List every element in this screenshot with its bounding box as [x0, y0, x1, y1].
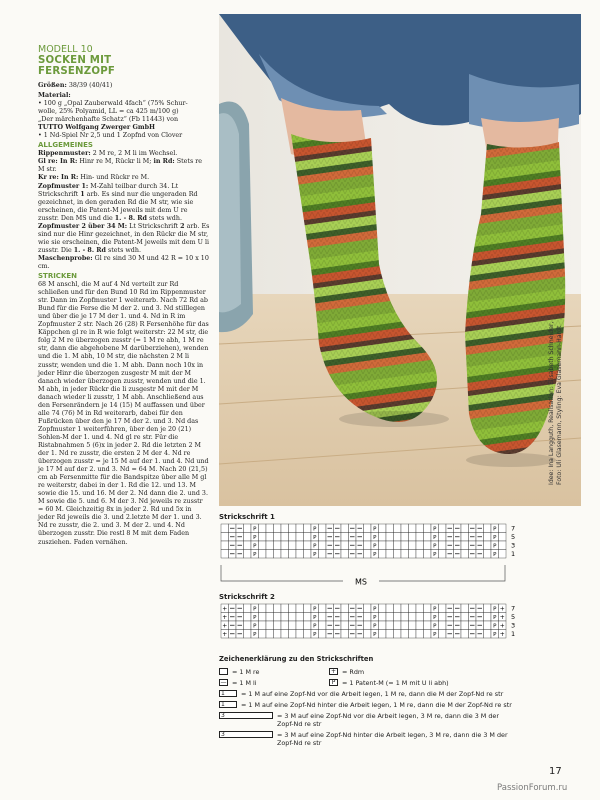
patent-stitch-mark: P — [313, 543, 317, 550]
patent-stitch-mark: P — [313, 552, 317, 558]
chart-cell — [401, 613, 409, 622]
chart-cell — [281, 533, 289, 542]
material-line: TUTTO Wolfgang Zwerger GmbH — [38, 124, 156, 132]
chart-cell — [424, 613, 432, 622]
legend-heading: Zeichenerklärung zu den Strickschriften — [219, 655, 374, 663]
patent-stitch-mark: P — [313, 632, 317, 638]
chart-cell — [484, 621, 492, 630]
chart-cell — [394, 630, 402, 639]
chart-cell — [379, 550, 387, 559]
material-line: wolle, 25% Polyamid, LL = ca 425 m/100 g) — [38, 108, 179, 116]
chart-cell — [289, 613, 297, 622]
chart-cell — [401, 541, 409, 550]
chart2-row-number: 7 — [511, 604, 516, 613]
patent-stitch-mark: P — [253, 623, 257, 630]
chart-cell — [341, 541, 349, 550]
chart-cell — [281, 630, 289, 639]
chart-cell — [274, 613, 282, 622]
chart-cell — [499, 541, 507, 550]
watermark-brand: PassionForum.ru — [497, 783, 568, 793]
chart-cell — [394, 550, 402, 559]
chart-cell — [409, 550, 417, 559]
patent-stitch-mark: P — [253, 632, 257, 638]
chart-cell — [409, 630, 417, 639]
patent-stitch-mark: P — [493, 526, 497, 533]
legend-item: 1 = 1 M auf eine Zopf-Nd vor die Arbeit legen, 1 M re, dann die M der Zopf-Nd re str — [221, 690, 504, 698]
chart-cell — [386, 621, 394, 630]
chart-cell — [484, 524, 492, 533]
chart-cell — [244, 604, 252, 613]
chart-cell — [259, 604, 267, 613]
chart-cell — [379, 541, 387, 550]
chart-cell — [341, 613, 349, 622]
chart-cell — [281, 550, 289, 559]
chart-cell — [416, 621, 424, 630]
chart-cell — [281, 524, 289, 533]
edge-stitch-mark: + — [499, 605, 505, 613]
chart2-grid — [219, 603, 519, 643]
chart-cell — [274, 550, 282, 559]
chart-cell — [379, 604, 387, 613]
chart-cell — [364, 621, 372, 630]
edge-stitch-mark: + — [222, 605, 228, 613]
edge-stitch-mark: + — [499, 614, 505, 621]
purl-symbol-icon: — — [220, 679, 227, 686]
chart-cell — [221, 524, 229, 533]
chart-cell — [401, 604, 409, 613]
chart-cell — [304, 533, 312, 542]
chart-cell — [394, 604, 402, 613]
chart-cell — [296, 533, 304, 542]
chart-cell — [341, 621, 349, 630]
legend-item: 3 = 3 M auf eine Zopf-Nd hinter die Arbeit legen, 3 M re, dann die 3 M der Zopf-Nd re str — [221, 731, 508, 747]
chart-cell — [424, 550, 432, 559]
chart-cell — [364, 550, 372, 559]
chart-cell — [244, 550, 252, 559]
chart-cell — [439, 604, 447, 613]
material-line: • 100 g „Opal Zauberwald 4fach“ (75% Schur- — [38, 100, 188, 108]
chart-cell — [416, 613, 424, 622]
chart-cell — [461, 604, 469, 613]
chart-cell — [304, 550, 312, 559]
chart-cell — [266, 613, 274, 622]
knitting-instructions: 68 M anschl, die M auf 4 Nd verteilt zur Rd schließen und für den Bund 10 Rd im Rippenmuster str. Dann im Zopfmuster 1 weiterarb. Nach 72 Rd ab Bund für die Ferse die M der 2. und 3. Nd stilllegen und über die je 17 M der 1. und 4. Nd in R im Zopfmuster 2 str. Nach 26 (28) R Fersenhöhe für das Käppchen gl re in R wie folgt weiterstr: 22 M str, die folg 2 M re überzogen zusstr (= 1 M re abh, 1 M re str, dann die abgehobene M darüberziehen), wenden und die 1. M abh, 10 M str, die nächsten 2 M li zusstr, wenden und die 1. M abh. Dann noch 10x in jeder Hinr die überzogen zusgestr M mit der M danach wieder überzogen zusstr, wenden und die 1. M abh, in jeder Rückr die li zusgestr M mit der M danach wieder li zusstr, 1 M abh. Anschließend aus den Fersenrändern je 14 (15) M auffassen und über alle 74 (76) M in Rd weiterarb, dabei für den Fußrücken über den je 17 M der 2. und 3. Nd das Zopfmuster 1 weiterführen, über den je 20 (21) Sohlen-M der 1. und 4. Nd gl re str. Für die Ristabnahmen 5 (6)x in jeder 2. Rd die letzten 2 M der 1. Nd re zusstr, die ersten 2 M der 4. Nd re überzogen zusstr = je 15 M auf der 1. und 4. Nd und je 17 M auf der 2. und 3. Nd = 64 M. Nach 20 (21,5) cm ab Fersenmitte für die Bandspitze über alle M gl re weiterstr, dabei in der 1. Rd die 12. und 13. M sowie die 15. und 16. M der 2. Nd dann die 2. und 3. M sowie die 5. und 6. M der 3. Nd jeweils re zusstr = 60 M. Gleichzeitig 8x in jeder 2. Rd und 5x in jeder Rd jeweils die 3. und 2.letzte M der 1. und 3. Nd re zusstr, die 2. und 3. M der 2. und 4. Nd überzogen zusstr. Die restl 8 M mit dem Faden zusziehen. Faden vernähen. — [38, 281, 209, 546]
chart-cell — [289, 630, 297, 639]
chart-cell — [304, 621, 312, 630]
chart-cell — [296, 550, 304, 559]
page-number: 17 — [549, 766, 562, 777]
chart-cell — [394, 533, 402, 542]
patent-stitch-mark: P — [313, 535, 317, 541]
patent-stitch-mark: P — [433, 543, 437, 550]
patent-stitch-mark: P — [313, 623, 317, 630]
title-line-1: SOCKEN MIT — [38, 55, 112, 66]
chart-cell — [461, 630, 469, 639]
chart-cell — [289, 550, 297, 559]
cable-1-front-icon: 1 — [219, 690, 237, 697]
cable-3-back-icon: 3 — [219, 731, 273, 738]
edge-stitch-mark: + — [222, 631, 228, 638]
sizes: Größen: 38/39 (40/41) — [38, 82, 113, 89]
legend-item: 3 = 3 M auf eine Zopf-Nd vor die Arbeit legen, 3 M re, dann die 3 M der Zopf-Nd re str — [221, 712, 499, 728]
edge-stitch-mark: + — [222, 622, 228, 630]
patent-stitch-mark: P — [373, 615, 377, 621]
chart-cell — [401, 621, 409, 630]
chart-cell — [439, 541, 447, 550]
patent-stitch-mark: P — [373, 543, 377, 550]
sock-photo — [219, 14, 581, 506]
chart2-row-number: 5 — [511, 613, 516, 621]
chart-cell — [274, 630, 282, 639]
chart-cell — [386, 541, 394, 550]
patent-stitch-mark: P — [253, 606, 257, 613]
chart-cell — [461, 550, 469, 559]
chart-cell — [221, 550, 229, 559]
patent-stitch-mark: P — [493, 615, 497, 621]
chart-cell — [274, 604, 282, 613]
chart-cell — [461, 613, 469, 622]
chart-cell — [304, 524, 312, 533]
chart1-cells — [221, 524, 506, 558]
chart-cell — [424, 541, 432, 550]
instructions-column — [38, 44, 210, 547]
chart-cell — [416, 550, 424, 559]
chart-cell — [416, 630, 424, 639]
chart-cell — [499, 524, 507, 533]
chart-cell — [386, 533, 394, 542]
chart-cell — [386, 630, 394, 639]
chart-cell — [266, 541, 274, 550]
material-label: Material: — [38, 92, 71, 100]
chart-cell — [304, 604, 312, 613]
chart-cell — [289, 621, 297, 630]
chart-cell — [259, 630, 267, 639]
chart-cell — [319, 533, 327, 542]
edge-stitch-mark: + — [499, 631, 505, 638]
patent-stitch-mark: P — [313, 615, 317, 621]
chart-cell — [296, 613, 304, 622]
chart-cell — [281, 613, 289, 622]
section-stricken: STRICKEN — [38, 272, 78, 281]
chart-cell — [289, 533, 297, 542]
chart1-row-number: 5 — [511, 533, 516, 541]
chart-cell — [274, 524, 282, 533]
patent-stitch-mark: P — [493, 543, 497, 550]
chart-cell — [319, 604, 327, 613]
patent-stitch-mark: P — [373, 526, 377, 533]
chart1-row-number: 3 — [511, 541, 516, 550]
chart-cell — [341, 533, 349, 542]
chart-cell — [424, 621, 432, 630]
patent-stitch-mark: P — [373, 632, 377, 638]
chart-cell — [289, 541, 297, 550]
chart-cell — [259, 524, 267, 533]
chart-cell — [274, 533, 282, 542]
chart-cell — [379, 524, 387, 533]
chart-cell — [484, 604, 492, 613]
chart-cell — [296, 541, 304, 550]
chart-cell — [304, 541, 312, 550]
legend-item: P = 1 Patent-M (= 1 M mit U li abh) — [329, 679, 449, 687]
section-allgemeines: ALLGEMEINES — [38, 141, 93, 150]
patent-stitch-mark: P — [433, 526, 437, 533]
chart1-row-number: 7 — [511, 524, 516, 533]
chart-cell — [409, 621, 417, 630]
chart-cell — [416, 533, 424, 542]
chart-cell — [439, 533, 447, 542]
chart-cell — [364, 541, 372, 550]
chart-cell — [281, 621, 289, 630]
patent-stitch-mark: P — [493, 606, 497, 613]
chart-cell — [379, 613, 387, 622]
patent-stitch-mark: P — [313, 606, 317, 613]
patent-stitch-mark: P — [433, 623, 437, 630]
chart-cell — [319, 541, 327, 550]
chart-cell — [341, 550, 349, 559]
chart-cell — [221, 541, 229, 550]
chart-cell — [461, 541, 469, 550]
symbol-legend — [219, 655, 559, 750]
chart-cell — [409, 541, 417, 550]
patent-stitch-mark: P — [493, 632, 497, 638]
chart-cell — [401, 524, 409, 533]
general-item: Zopfmuster 2 über 34 M: Lt Strickschrift 2 arb. Es sind nur die Hinr gezeichnet, in den Rückr die M str, wie sie erscheinen, die Patent-M jeweils mit dem U li zusstr. Die 1. - 8. Rd stets wdh. — [38, 222, 210, 254]
legend-item: — = 1 M li — [220, 679, 257, 687]
chart-cell — [244, 524, 252, 533]
patent-stitch-symbol-icon: P — [329, 679, 338, 686]
patent-stitch-mark: P — [253, 535, 257, 541]
edge-stitch-symbol-icon: + — [330, 668, 337, 675]
chart-cell — [484, 630, 492, 639]
chart-cell — [416, 541, 424, 550]
chart-cell — [416, 604, 424, 613]
material-line: „Der märchenhafte Schatz“ (Fb 11443) von — [38, 116, 179, 124]
chart-cell — [274, 541, 282, 550]
chart-cell — [266, 621, 274, 630]
chart-cell — [424, 630, 432, 639]
chart-cell — [289, 604, 297, 613]
chart-cell — [341, 604, 349, 613]
chart-cell — [409, 604, 417, 613]
chart-cell — [439, 630, 447, 639]
chart-cell — [319, 621, 327, 630]
chart-cell — [266, 550, 274, 559]
chart-cell — [424, 533, 432, 542]
chart-cell — [259, 621, 267, 630]
chart-cell — [386, 550, 394, 559]
patent-stitch-mark: P — [373, 606, 377, 613]
chart-cell — [439, 613, 447, 622]
chart-cell — [281, 541, 289, 550]
chart2-row-number: 3 — [511, 621, 516, 630]
chart1-grid — [219, 523, 519, 595]
chart-cell — [364, 533, 372, 542]
chart-cell — [401, 533, 409, 542]
patent-stitch-mark: P — [493, 623, 497, 630]
chart-cell — [409, 533, 417, 542]
cable-3-front-icon: 3 — [219, 712, 273, 719]
chart-cell — [281, 604, 289, 613]
chart2-cells — [221, 604, 506, 638]
chart-cell — [244, 533, 252, 542]
chart-cell — [484, 550, 492, 559]
chart-cell — [319, 613, 327, 622]
chart-cell — [341, 524, 349, 533]
chart-cell — [266, 533, 274, 542]
chart-cell — [439, 550, 447, 559]
chart-cell — [266, 524, 274, 533]
chart-cell — [319, 550, 327, 559]
chart-cell — [409, 613, 417, 622]
chart-cell — [409, 524, 417, 533]
chart-cell — [296, 604, 304, 613]
cable-1-back-icon: 1 — [219, 701, 237, 708]
chart-cell — [461, 621, 469, 630]
chart1-row-number: 1 — [511, 550, 516, 558]
chart-cell — [394, 541, 402, 550]
chart-cell — [221, 533, 229, 542]
chart-cell — [364, 613, 372, 622]
chart-cell — [259, 550, 267, 559]
chart2-row-number: 1 — [511, 630, 516, 638]
chart-cell — [259, 541, 267, 550]
patent-stitch-mark: P — [313, 526, 317, 533]
edge-stitch-mark: + — [222, 614, 228, 621]
photo-credit: Idee: Ina Langguth, Realisation: Elisabeth Schneider, Foto: Uli Glasemann, Styling: Eva Glasemann-Hardt — [548, 321, 563, 485]
chart-cell — [259, 613, 267, 622]
patent-stitch-mark: P — [493, 535, 497, 541]
chart-cell — [364, 630, 372, 639]
chart-cell — [394, 621, 402, 630]
edge-stitch-mark: + — [499, 622, 505, 630]
general-item: Zopfmuster 1: M-Zahl teilbar durch 34. Lt Strickschrift 1 arb. Es sind nur die ungeraden Rd gezeichnet, in den geraden Rd die M str, wie sie erscheinen, die Patent-M jeweils mit dem U re zusstr. Den MS und die 1. - 8. Rd stets wdh. — [38, 182, 198, 222]
chart-cell — [484, 541, 492, 550]
chart-cell — [304, 630, 312, 639]
knit-symbol-icon — [219, 668, 228, 675]
chart-cell — [461, 533, 469, 542]
general-item: Gl re: In R: Hinr re M, Rückr li M; in Rd: Stets re M str. — [38, 158, 203, 174]
patent-stitch-mark: P — [433, 606, 437, 613]
chart-cell — [379, 630, 387, 639]
chart-cell — [484, 533, 492, 542]
chart-cell — [416, 524, 424, 533]
chart1-title: Strickschrift 1 — [219, 513, 275, 521]
patent-stitch-mark: P — [253, 543, 257, 550]
chart-cell — [424, 524, 432, 533]
chart-cell — [266, 630, 274, 639]
model-number: MODELL 10 — [38, 44, 93, 55]
chart-cell — [394, 613, 402, 622]
chart-cell — [499, 533, 507, 542]
legend-item: + = Rdm — [330, 668, 365, 676]
legend-item: 1 = 1 M auf eine Zopf-Nd hinter die Arbeit legen, 1 M re, dann die M der Zopf-Nd re str — [221, 701, 512, 709]
patent-stitch-mark: P — [493, 552, 497, 558]
patent-stitch-mark: P — [433, 632, 437, 638]
patent-stitch-mark: P — [373, 552, 377, 558]
general-item: Kr re: In R: Hin- und Rückr re M. — [38, 174, 150, 182]
chart-cell — [439, 621, 447, 630]
chart-cell — [439, 524, 447, 533]
chart-cell — [266, 604, 274, 613]
chart-cell — [401, 550, 409, 559]
patent-stitch-mark: P — [253, 552, 257, 558]
general-item: Maschenprobe: Gl re sind 30 M und 42 R = 10 x 10 cm. — [38, 254, 209, 270]
chart-cell — [341, 630, 349, 639]
patent-stitch-mark: P — [253, 615, 257, 621]
chart-cell — [484, 613, 492, 622]
chart-cell — [386, 604, 394, 613]
patent-stitch-mark: P — [373, 623, 377, 630]
chart-cell — [379, 533, 387, 542]
chart-cell — [244, 541, 252, 550]
chart-cell — [244, 613, 252, 622]
patent-stitch-mark: P — [253, 526, 257, 533]
chart-cell — [364, 604, 372, 613]
patent-stitch-mark: P — [433, 535, 437, 541]
chart-cell — [274, 621, 282, 630]
patent-stitch-mark: P — [433, 552, 437, 558]
chart-cell — [379, 621, 387, 630]
material-line: • 1 Nd-Spiel Nr 2,5 und 1 Zopfnd von Clover — [38, 132, 183, 140]
legend-item: = 1 M re — [219, 668, 329, 676]
chart2-title: Strickschrift 2 — [219, 593, 275, 601]
chart-cell — [394, 524, 402, 533]
chart-cell — [296, 630, 304, 639]
sock-illustration — [219, 14, 581, 506]
chart-cell — [244, 621, 252, 630]
chart-cell — [499, 550, 507, 559]
chart-cell — [386, 524, 394, 533]
chart-cell — [319, 524, 327, 533]
chart-cell — [364, 524, 372, 533]
chart-cell — [296, 621, 304, 630]
chart-cell — [244, 630, 252, 639]
chart-cell — [304, 613, 312, 622]
chart-cell — [401, 630, 409, 639]
chart-cell — [319, 630, 327, 639]
title-line-2: FERSENZOPF — [38, 66, 116, 77]
patent-stitch-mark: P — [373, 535, 377, 541]
general-item: Rippenmuster: 2 M re, 2 M li im Wechsel. — [38, 150, 178, 158]
chart-cell — [424, 604, 432, 613]
chart-cell — [296, 524, 304, 533]
chart-cell — [386, 613, 394, 622]
chart-cell — [259, 533, 267, 542]
chart-cell — [461, 524, 469, 533]
patent-stitch-mark: P — [433, 615, 437, 621]
chart-cell — [289, 524, 297, 533]
ms-label: MS — [355, 577, 367, 587]
